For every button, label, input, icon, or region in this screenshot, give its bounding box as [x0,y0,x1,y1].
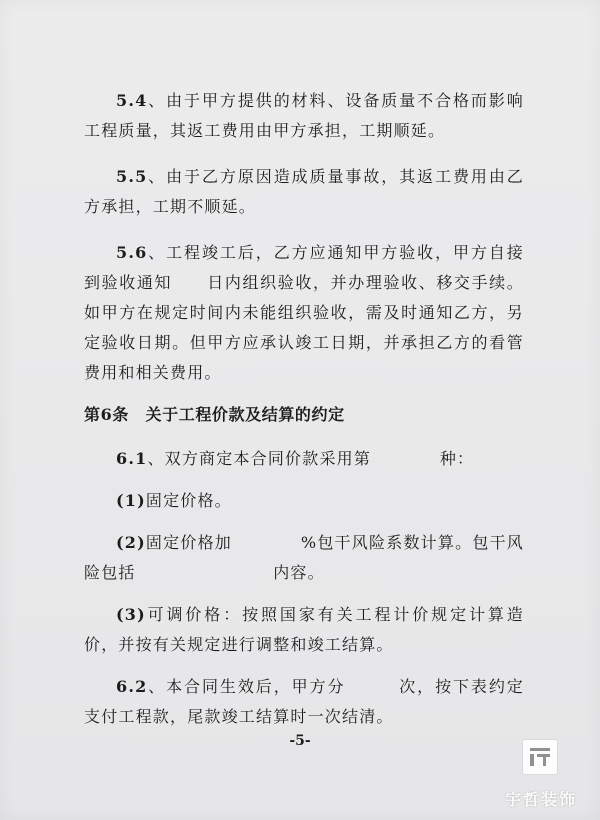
clause-text: 、由于乙方原因造成质量事故，其返工费用由乙方承担，工期不顺延。 [84,167,524,216]
clause-5-5 [84,162,524,222]
clause-6-1 [84,444,524,474]
option-text: 固定价格加 %包干风险系数计算。包干风险包括 内容。 [84,533,524,582]
option-number: (3) [116,605,146,624]
section-heading: 第6条 关于工程价款及结算的约定 [84,405,345,424]
option-text: 可调价格：按照国家有关工程计价规定计算造价，并按有关规定进行调整和竣工结算。 [84,605,524,654]
clause-number: 6.2 [116,677,148,696]
option-3 [84,600,524,660]
watermark [492,740,590,810]
document-body [84,86,524,744]
brand-logo-icon [523,740,557,774]
clause-5-4 [84,86,524,146]
page-number: -5- [289,733,311,749]
watermark-text: 宇哲装饰 [504,790,577,809]
clause-text: 、双方商定本合同价款采用第 种： [147,449,475,468]
clause-6-2 [84,672,524,732]
option-number: (2) [116,533,146,552]
clause-5-6 [84,238,524,388]
clause-text: 、本合同生效后，甲方分 次，按下表约定支付工程款，尾款竣工结算时一次结清。 [84,677,524,726]
option-text: 固定价格。 [145,491,232,510]
clause-number: 5.4 [116,91,148,110]
clause-number: 5.5 [116,167,148,186]
clause-text: 、由于甲方提供的材料、设备质量不合格而影响工程质量，其返工费用由甲方承担，工期顺延。 [84,91,524,140]
option-2 [84,528,524,588]
clause-number: 5.6 [116,243,148,262]
clause-number: 6.1 [116,449,148,468]
clause-text: 、工程竣工后，乙方应通知甲方验收，甲方自接到验收通知 日内组织验收，并办理验收、移交手续。如甲方在规定时间内未能组织验收，需及时通知乙方，另定验收日期。但甲方应承认竣工日期，并承担乙方的看管费用和相关费用。 [84,243,524,382]
option-number: (1) [116,491,146,510]
option-1 [84,486,524,516]
